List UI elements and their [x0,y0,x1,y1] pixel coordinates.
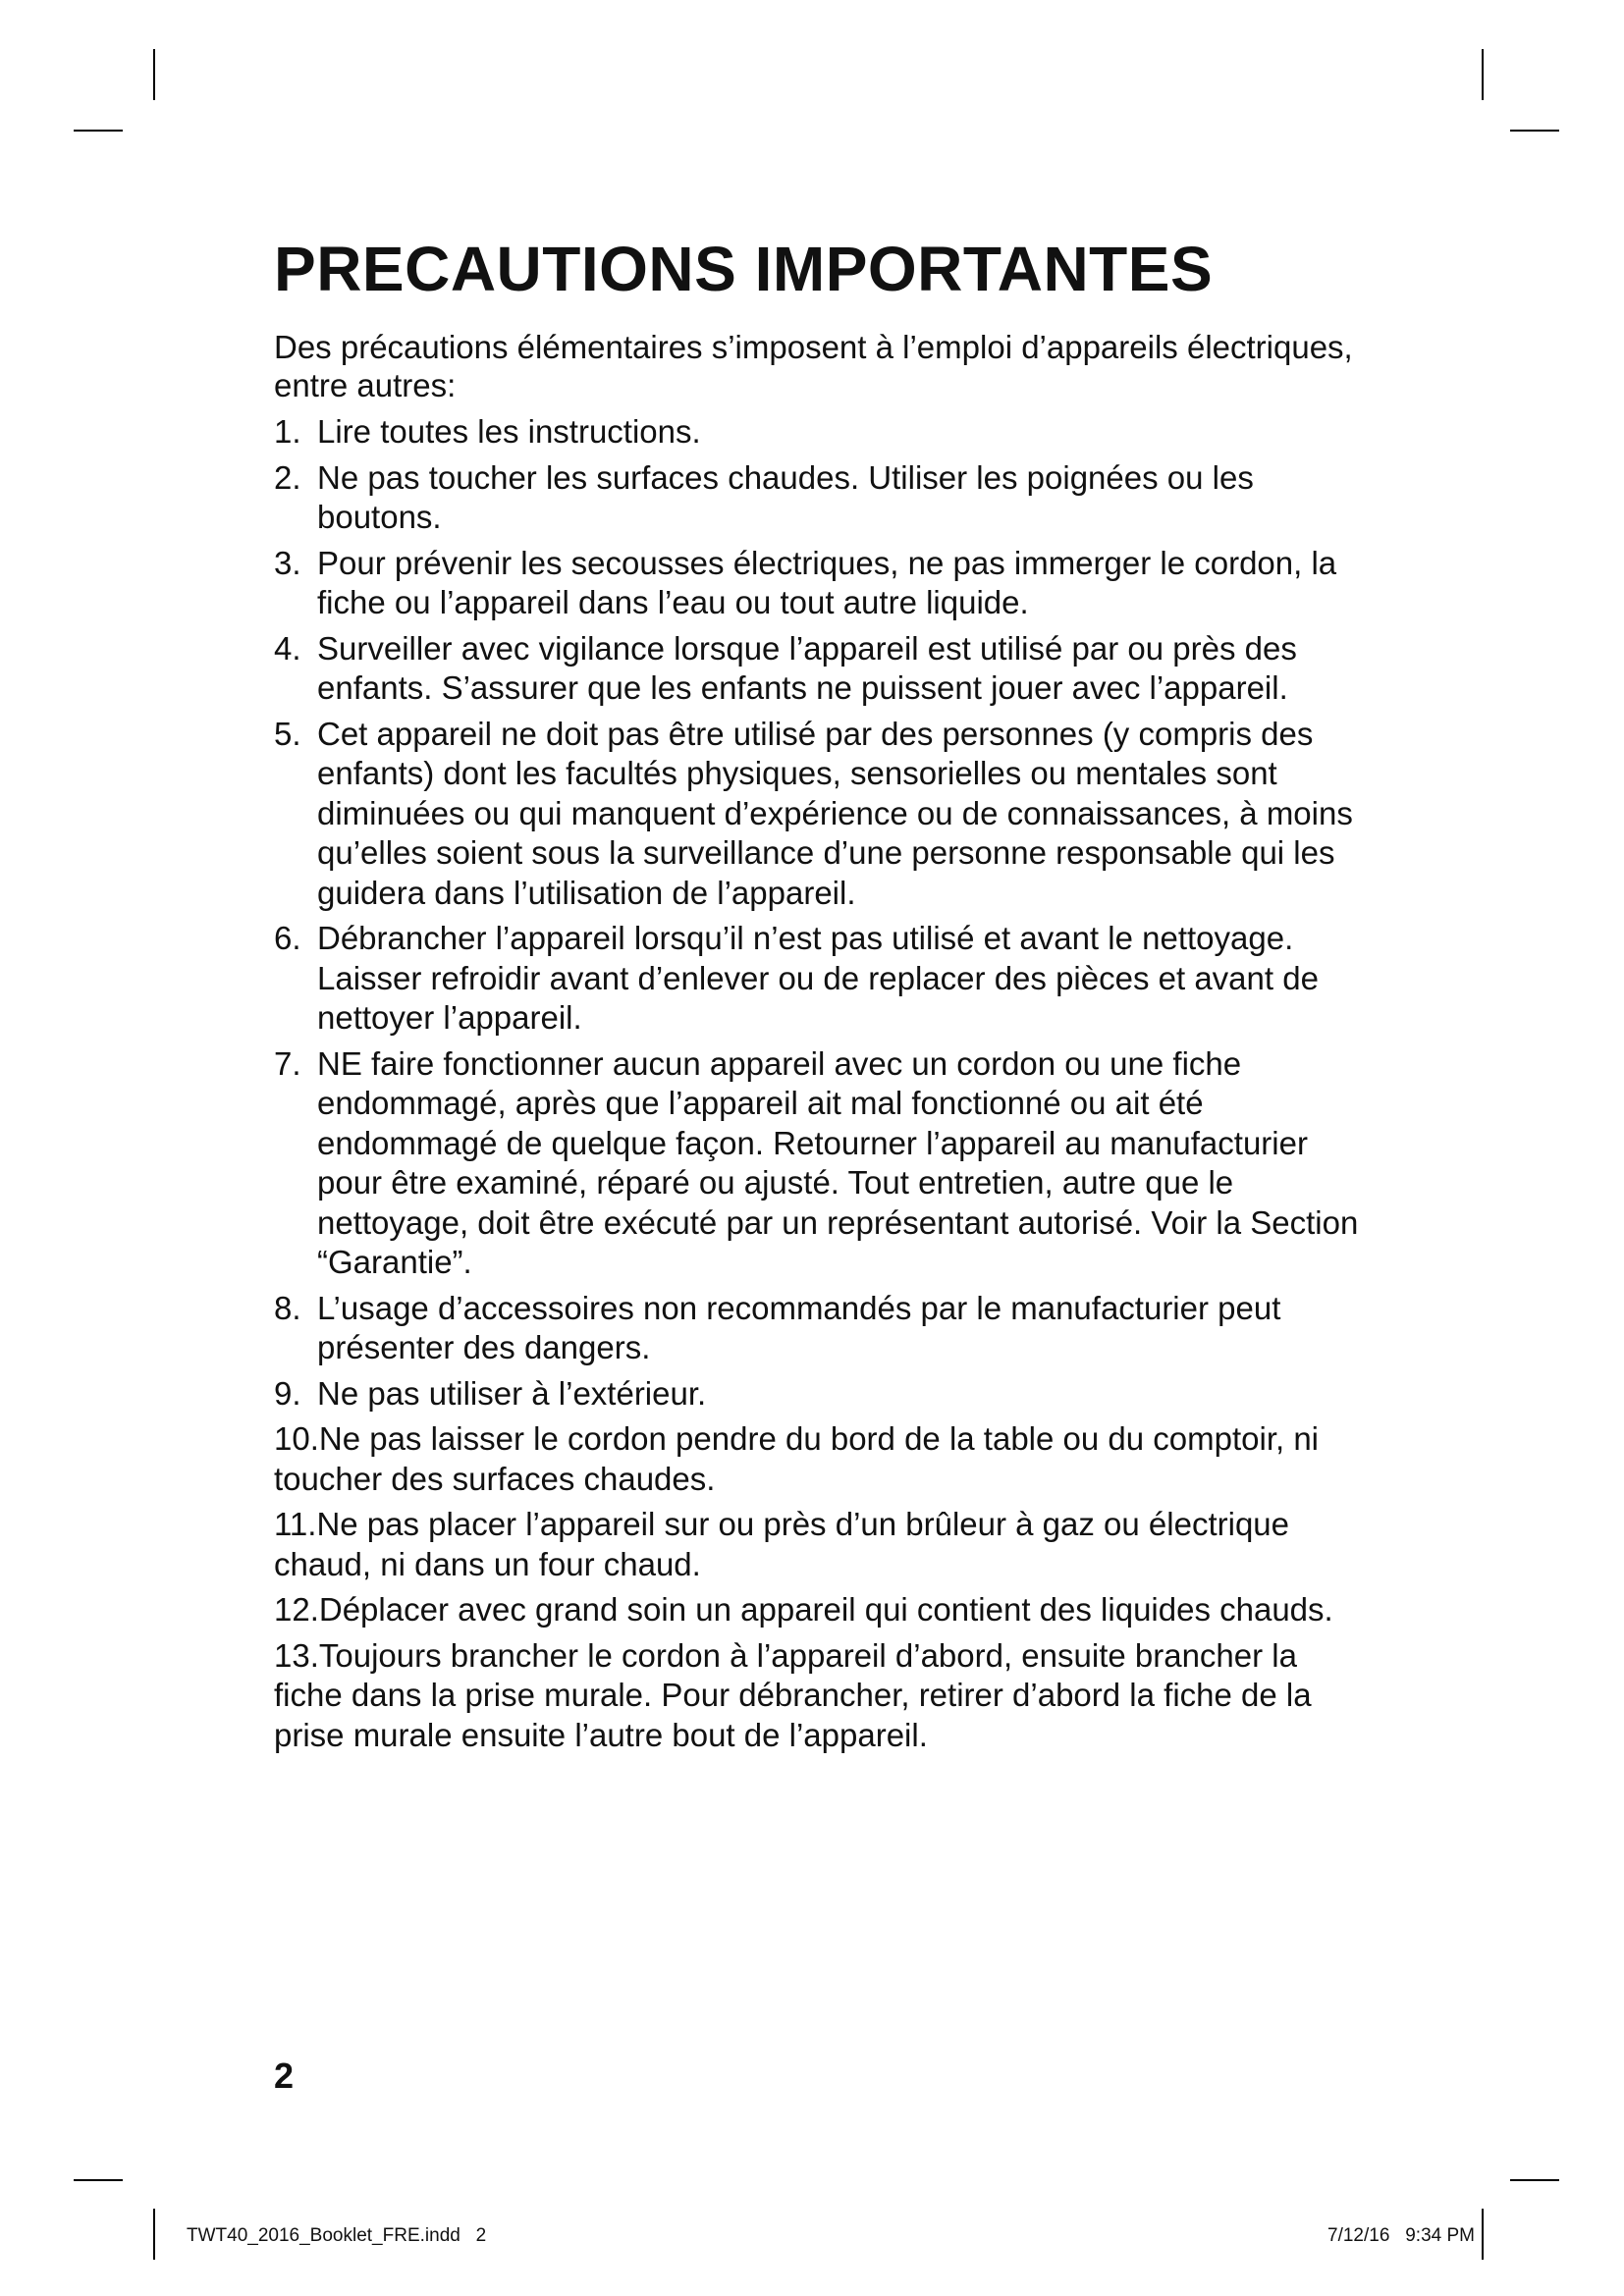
crop-mark-bottom-right-vertical [1482,2209,1484,2260]
list-item [274,1590,1374,1630]
item-number: 3. [274,544,301,581]
item-number: 4. [274,629,301,667]
list-item [274,919,1374,1039]
item-number: 11. [274,1506,317,1542]
item-number: 12. [274,1591,319,1628]
list-item [274,544,1374,623]
item-number: 6. [274,920,301,956]
item-text: L’usage d’accessoires non recommandés par le manufacturier peut présenter des dangers. [317,1289,1281,1365]
item-number: 7. [274,1044,301,1082]
item-text: Ne pas toucher les surfaces chaudes. Utiliser les poignées ou les boutons. [317,458,1254,535]
list-item [274,1289,1374,1368]
footer-file-slug: TWT40_2016_Booklet_FRE.indd 2 [187,2225,487,2246]
crop-mark-top-right-vertical [1482,49,1484,100]
item-number: 13. [274,1636,319,1674]
footer-date-slug: 7/12/16 9:34 PM [1327,2225,1475,2246]
crop-mark-bottom-left-vertical [153,2209,155,2260]
list-item [274,715,1374,914]
list-item [274,412,1374,453]
item-number: 8. [274,1289,301,1326]
crop-mark-bottom-right-horizontal [1510,2179,1559,2181]
list-item [274,1505,1374,1584]
item-text: NE faire fonctionner aucun appareil avec un cordon ou une fiche endommagé, après que l’appareil ait mal fonctionné ou ait été endommagé de quelque façon. Retourner l’appareil au manufacturier pour être examiné, réparé ou ajusté. Tout entretien, autre que le nettoyage, doit être exécuté par un représentant autorisé. Voir la Section “Garantie”. [317,1044,1359,1280]
crop-mark-bottom-left-horizontal [74,2179,123,2181]
item-text: Ne pas utiliser à l’extérieur. [317,1374,707,1412]
crop-mark-top-left-horizontal [74,130,123,132]
item-text: Lire toutes les instructions. [317,413,701,450]
item-text: Cet appareil ne doit pas être utilisé par des personnes (y compris des enfants) dont les facultés physiques, sensorielles ou mentales sont diminuées ou qui manquent d’expérience ou de connaissances, à moins qu’elles soient sous la surveillance d’une personne responsable qui les guidera dans l’utilisation de l’appareil. [317,715,1353,911]
item-number: 9. [274,1374,301,1412]
crop-mark-top-right-horizontal [1510,130,1559,132]
list-item [274,629,1374,709]
item-text: Surveiller avec vigilance lorsque l’appareil est utilisé par ou près des enfants. S’assurer que les enfants ne puissent jouer avec l’appareil. [317,629,1297,706]
list-item [274,1636,1374,1756]
list-item [274,458,1374,538]
item-text: Pour prévenir les secousses électriques, ne pas immerger le cordon, la fiche ou l’appareil dans l’eau ou tout autre liquide. [317,544,1337,620]
item-number: 5. [274,715,301,752]
list-item [274,1419,1374,1499]
list-item [274,1374,1374,1415]
page-number: 2 [274,2056,295,2096]
item-number: 1. [274,413,301,450]
item-text: Ne pas laisser le cordon pendre du bord de la table ou du comptoir, ni toucher des surfaces chaudes. [274,1420,1320,1497]
precautions-list [274,412,1374,1761]
item-number: 10. [274,1420,319,1457]
item-text: Déplacer avec grand soin un appareil qui contient des liquides chauds. [318,1591,1333,1628]
crop-mark-top-left-vertical [153,49,155,100]
intro-paragraph: Des précautions élémentaires s’imposent à l’emploi d’appareils électriques, entre autres: [274,329,1353,403]
list-item [274,1044,1374,1283]
item-text: Débrancher l’appareil lorsqu’il n’est pas utilisé et avant le nettoyage. Laisser refroidir avant d’enlever ou de replacer des pièces et avant de nettoyer l’appareil. [317,920,1319,1036]
item-number: 2. [274,458,301,496]
item-text: Ne pas placer l’appareil sur ou près d’un brûleur à gaz ou électrique chaud, ni dans un four chaud. [274,1506,1290,1582]
page-title: PRECAUTIONS IMPORTANTES [274,234,1214,304]
item-text: Toujours brancher le cordon à l’appareil d’abord, ensuite brancher la fiche dans la prise murale. Pour débrancher, retirer d’abord la fiche de la prise murale ensuite l’autre bout de l’appareil. [274,1636,1312,1753]
